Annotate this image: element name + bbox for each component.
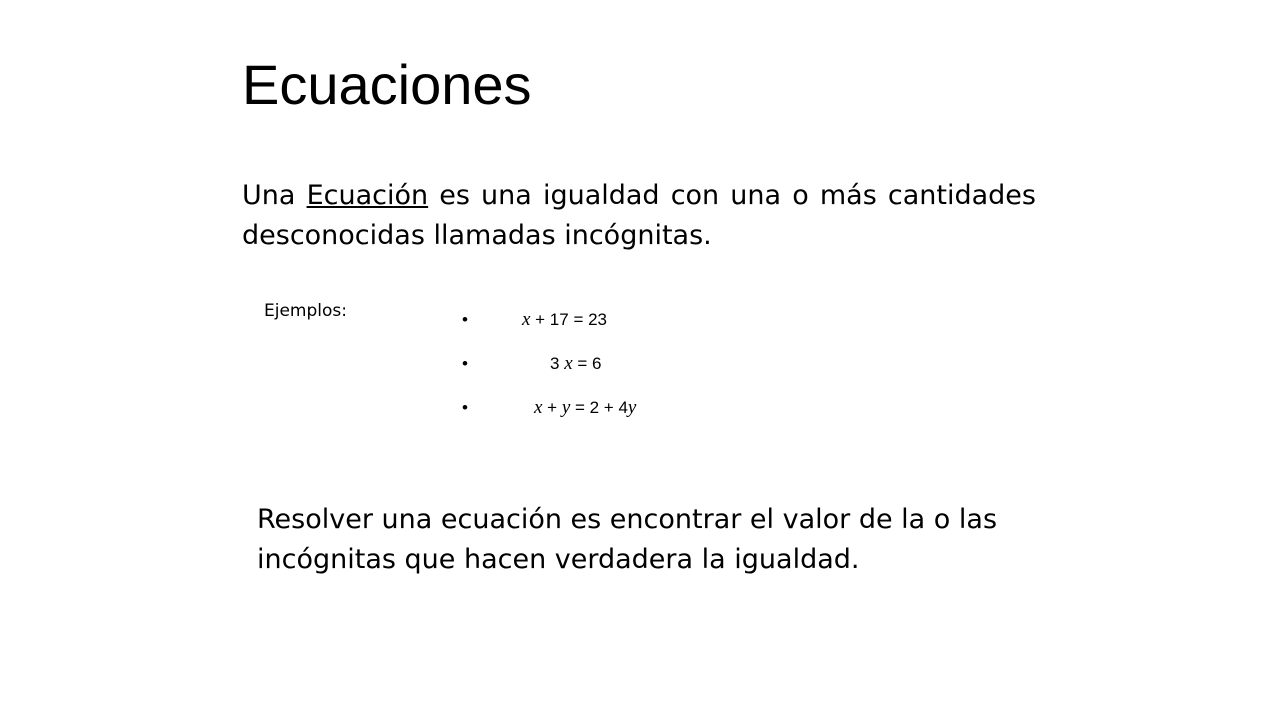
definition-term: Ecuación — [306, 180, 429, 211]
equation-text: = 6 — [572, 354, 602, 373]
equation-text: 3 — [550, 354, 565, 373]
bullet-icon: • — [462, 398, 468, 417]
variable-x: x — [564, 353, 573, 374]
equation-text: + — [542, 398, 562, 417]
slide-title: Ecuaciones — [242, 53, 532, 116]
resolve-paragraph: Resolver una ecuación es encontrar el valor de la o las incógnitas que hacen verdadera la igualdad. — [257, 504, 998, 575]
equation-text: + 17 = 23 — [530, 310, 608, 329]
definition-paragraph — [242, 176, 1036, 256]
variable-y: y — [561, 397, 571, 418]
definition-rest: es una igualdad con una o más cantidades desconocidas llamadas incógnitas. — [242, 180, 1036, 251]
variable-x: x — [522, 309, 531, 330]
variable-x: x — [534, 397, 543, 418]
bullet-icon: • — [462, 354, 468, 373]
equation — [522, 306, 607, 334]
definition-lead: Una — [242, 180, 307, 211]
equation — [550, 350, 601, 378]
examples-label: Ejemplos: — [264, 301, 347, 321]
variable-y: y — [627, 397, 637, 418]
bullet-icon: • — [462, 310, 468, 329]
equation-text: = 2 + 4 — [570, 398, 628, 417]
equation — [534, 394, 636, 422]
